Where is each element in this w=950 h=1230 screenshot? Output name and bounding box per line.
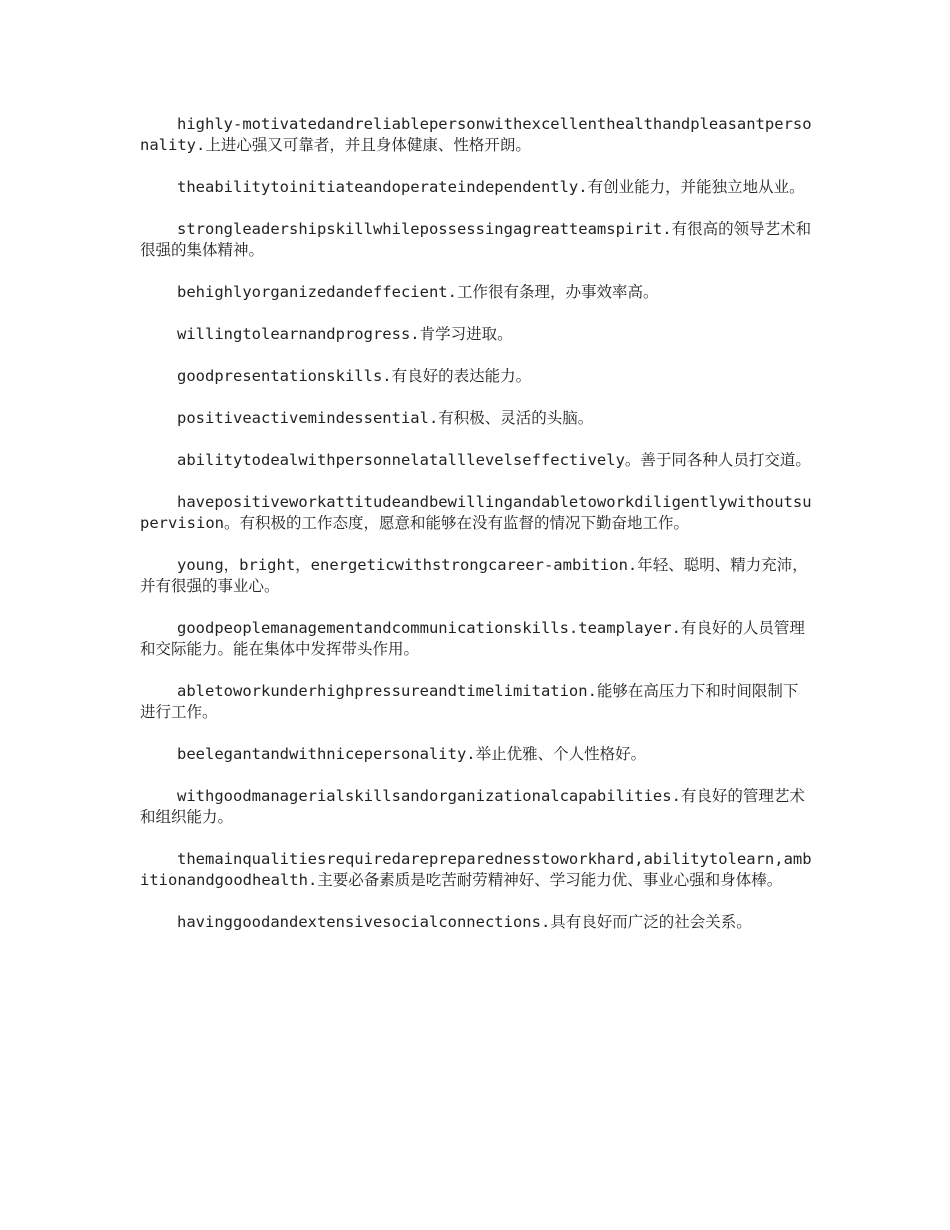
paragraph-11: goodpeoplemanagementandcommunicationskills.teamplayer.有良好的人员管理和交际能力。能在集体中发挥带头作用。 — [140, 619, 805, 658]
paragraph-1: highly-motivatedandreliablepersonwithexcellenthealthandpleasantpersonality.上进心强又可靠者，并且身体健康、性格开朗。 — [140, 115, 812, 154]
paragraph-7: positiveactivemindessential.有积极、灵活的头脑。 — [177, 409, 594, 427]
paragraph-3: strongleadershipskillwhilepossessingagreatteamspirit.有很高的领导艺术和很强的集体精神。 — [140, 220, 812, 259]
paragraph-5: willingtolearnandprogress.肯学习进取。 — [177, 325, 513, 343]
paragraph-9: havepositiveworkattitudeandbewillingandabletoworkdiligentlywithoutsupervision。有积极的工作态度，愿意和能够在没有监督的情况下勤奋地工作。 — [140, 493, 812, 532]
paragraph-12: abletoworkunderhighpressureandtimelimitation.能够在高压力下和时间限制下进行工作。 — [140, 682, 799, 721]
paragraph-6: goodpresentationskills.有良好的表达能力。 — [177, 367, 532, 385]
paragraph-8: abilitytodealwithpersonnelatalllevelseffectively。善于同各种人员打交道。 — [177, 451, 811, 469]
document-body — [140, 114, 812, 954]
paragraph-15: themainqualitiesrequiredarepreparednesstoworkhard,abilitytolearn,ambitionandgoodhealth.主要必备素质是吃苦耐劳精神好、学习能力优、事业心强和身体棒。 — [140, 850, 812, 889]
paragraph-16: havinggoodandextensivesocialconnections.具有良好而广泛的社会关系。 — [177, 913, 752, 931]
paragraph-2: theabilitytoinitiateandoperateindependently.有创业能力，并能独立地从业。 — [177, 178, 805, 196]
paragraph-14: withgoodmanagerialskillsandorganizationalcapabilities.有良好的管理艺术和组织能力。 — [140, 787, 805, 826]
paragraph-10: young，bright，energeticwithstrongcareer-ambition.年轻、聪明、精力充沛，并有很强的事业心。 — [140, 556, 808, 595]
paragraph-13: beelegantandwithnicepersonality.举止优雅、个人性格好。 — [177, 745, 647, 763]
paragraph-4: behighlyorganizedandeffecient.工作很有条理，办事效率高。 — [177, 283, 659, 301]
